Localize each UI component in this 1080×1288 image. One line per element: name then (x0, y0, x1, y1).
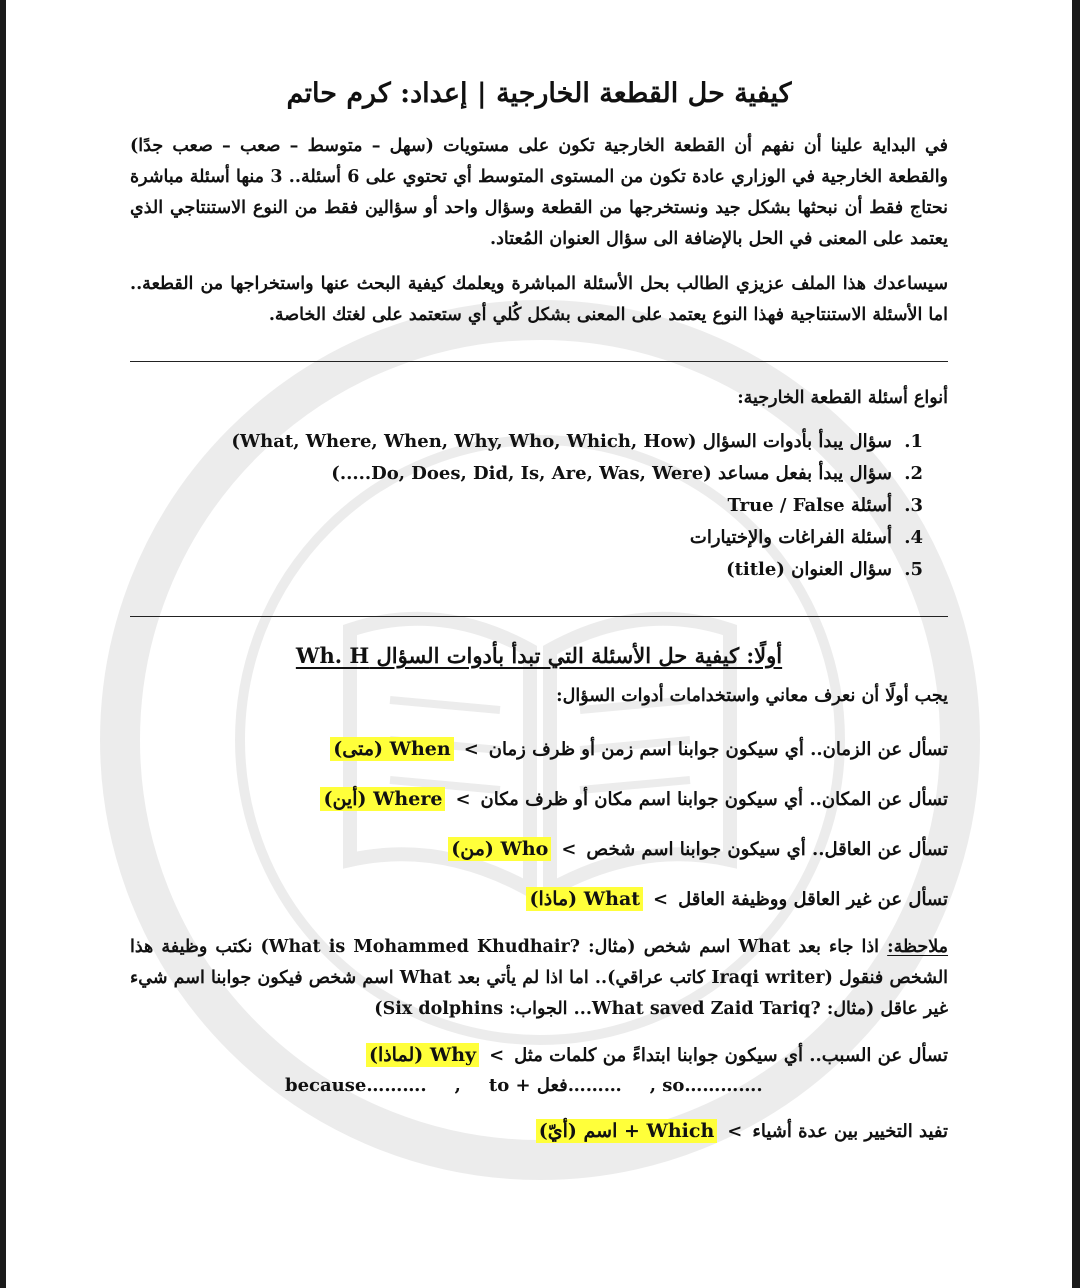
question-word-row (130, 774, 948, 824)
question-word-tag: What (ماذا) (526, 887, 643, 911)
list-item: 4. أسئلة الفراغات والإختيارات (130, 522, 898, 554)
screen-edge-left (0, 0, 6, 1288)
question-word-desc: تسأل عن السبب.. أي سيكون جوابنا ابتداءً من كلمات مثل (514, 1044, 948, 1066)
question-word-tag: Who (من) (448, 837, 551, 861)
question-word-tag: When (متى) (330, 737, 453, 761)
note-text: اذا جاء بعد What اسم شخص (مثال: ?What is Mohammed Khudhair) نكتب وظيفة هذا الشخص فنقول (Iraqi writer كاتب عراقي).. اما اذا لم يأتي بعد What اسم شخص فيكون جوابنا اسم شيء غير عاقل (مثال: ?What saved Zaid Tariq... الجواب: Six dolphins) (130, 937, 949, 1019)
connector-to-verb: to + فعل……… (488, 1075, 622, 1096)
connector-words (130, 1075, 948, 1096)
section-title-text: أولًا: كيفية حل الأسئلة التي تبدأ بأدوات السؤال Wh. H (295, 643, 783, 668)
note-label: ملاحظة: (887, 937, 949, 957)
question-word-row (130, 874, 948, 924)
question-word-row (130, 724, 948, 774)
question-word-row (130, 824, 948, 874)
question-word-tag: Why (لماذا) (366, 1043, 479, 1067)
intro-paragraph-1: في البداية علينا أن نفهم أن القطعة الخارجية تكون على مستويات (سهل – متوسط – صعب – صعب جدًا) والقطعة الخارجية في الوزاري عادة تكون من المستوى المتوسط أي تحتوي على 6 أسئلة.. 3 منها أسئلة مباشرة نحتاج فقط أن نبحثها بشكل جيد ونستخرجها من القطعة وسؤال واحد أو سؤالين فقط من النوع الاستنتاجي الذي يعتمد على المعنى في الحل بالإضافة الى سؤال العنوان المُعتاد. (130, 136, 949, 249)
connector-comma: , (454, 1075, 461, 1096)
question-word-row (130, 1106, 948, 1156)
arrow-icon: > (489, 1044, 505, 1066)
screen-edge-right (1072, 0, 1080, 1288)
arrow-icon: > (455, 788, 471, 810)
arrow-icon: > (653, 888, 669, 910)
question-types-heading: أنواع أسئلة القطعة الخارجية: (737, 388, 948, 408)
question-word-desc: تسأل عن غير العاقل ووظيفة العاقل (678, 888, 948, 910)
list-item: 2. سؤال يبدأ بفعل مساعد (Do, Does, Did, Is, Are, Was, Were.....) (130, 458, 898, 490)
question-word-desc: تسأل عن المكان.. أي سيكون جوابنا اسم مكان أو ظرف مكان (480, 788, 948, 810)
question-word-desc: تفيد التخيير بين عدة أشياء (752, 1120, 948, 1142)
page-title: كيفية حل القطعة الخارجية | إعداد: كرم حاتم (286, 78, 792, 109)
intro-paragraph-2: سيساعدك هذا الملف عزيزي الطالب بحل الأسئلة المباشرة ويعلمك كيفية البحث عنها واستخراجها من القطعة.. اما الأسئلة الاستنتاجية فهذا النوع يعتمد على المعنى بشكل كُلي أي ستعتمد على لغتك الخاصة. (130, 274, 948, 325)
note-paragraph (130, 932, 948, 1025)
divider (130, 361, 948, 362)
list-item: 1. سؤال يبدأ بأدوات السؤال (What, Where, When, Why, Who, Which, How) (130, 426, 898, 458)
document-content (130, 78, 948, 1156)
question-types-list (130, 426, 948, 586)
question-word-tag: Which + اسم (أيّ) (536, 1119, 718, 1143)
connector-so: , so…………. (649, 1075, 763, 1096)
section-intro: يجب أولًا أن نعرف معاني واستخدامات أدوات السؤال: (556, 686, 948, 706)
arrow-icon: > (561, 838, 577, 860)
section-title (130, 643, 948, 668)
question-word-tag: Where (أين) (320, 787, 445, 811)
question-word-desc: تسأل عن الزمان.. أي سيكون جوابنا اسم زمن أو ظرف زمان (488, 738, 948, 760)
arrow-icon: > (463, 738, 479, 760)
divider (130, 616, 948, 617)
arrow-icon: > (727, 1120, 743, 1142)
question-word-desc: تسأل عن العاقل.. أي سيكون جوابنا اسم شخص (586, 838, 948, 860)
connector-because: because………. (285, 1075, 427, 1096)
list-item: 5. سؤال العنوان (title) (130, 554, 898, 586)
list-item: 3. أسئلة True / False (130, 490, 898, 522)
question-word-row (130, 1035, 948, 1075)
